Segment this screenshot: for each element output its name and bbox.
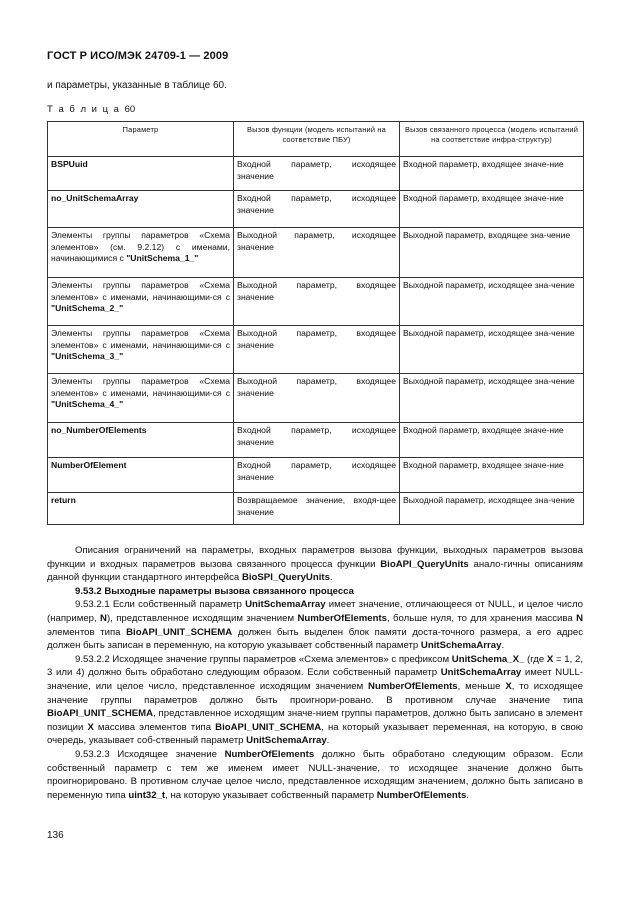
cell-function-call: Входной параметр, исходящее значение <box>234 157 400 191</box>
table-row <box>48 228 584 278</box>
cell-parameter-text: Элементы группы параметров «Схема элементов» с именами, начинающими-ся с <box>51 328 230 350</box>
cell-function-call: Входной параметр, исходящее значение <box>234 423 400 458</box>
table-row <box>48 191 584 228</box>
column-header-function-call: Вызов функции (модель испытаний на соответствие ПБУ) <box>234 122 400 157</box>
cell-parameter-text: Элементы группы параметров «Схема элементов» (см. 9.2.12) с именами, начинающимися с <box>51 230 230 263</box>
cell-related-process: Входной параметр, входящее значе-ние <box>400 458 584 493</box>
section-heading-9-53-2: 9.53.2 Выходные параметры вызова связанного процесса <box>75 585 354 597</box>
page-number: 136 <box>47 830 64 841</box>
cell-function-call: Возвращаемое значение, входя-щее значение <box>234 493 400 525</box>
table-caption-number: 60 <box>124 104 136 115</box>
table-caption <box>47 104 135 115</box>
cell-related-process: Входной параметр, входящее значе-ние <box>400 191 584 228</box>
column-header-parameter: Параметр <box>48 122 234 157</box>
table-header-row <box>48 122 584 157</box>
cell-parameter <box>48 326 234 374</box>
table-row <box>48 157 584 191</box>
cell-related-process: Входной параметр, входящее значе-ние <box>400 423 584 458</box>
paragraph-9-53-2-3: 9.53.2.3 Исходящее значение NumberOfElements должно быть обработано следующим образом. Если собственный параметр с тем же именем имеет NULL-значение, то исходящее значение должно быть проигнорировано. В противном случае целое число, представленное исходящим значением, должно быть записано в переменную типа uint32_t, на которую указывает собственный параметр NumberOfElements. <box>47 748 583 801</box>
cell-parameter-code: "UnitSchema_1_" <box>126 253 199 263</box>
cell-function-call: Выходной параметр, входящее значение <box>234 374 400 423</box>
table-caption-word: Т а б л и ц а <box>47 104 121 115</box>
cell-function-call: Входной параметр, исходящее значение <box>234 191 400 228</box>
cell-parameter <box>48 278 234 326</box>
table-row <box>48 458 584 493</box>
cell-function-call: Входной параметр, исходящее значение <box>234 458 400 493</box>
cell-related-process: Выходной параметр, исходящее зна-чение <box>400 493 584 525</box>
body-text <box>47 544 583 802</box>
cell-related-process: Входной параметр, входящее значе-ние <box>400 157 584 191</box>
cell-parameter: return <box>48 493 234 525</box>
cell-related-process: Выходной параметр, входящее зна-чение <box>400 228 584 278</box>
cell-parameter-code: "UnitSchema_3_" <box>51 351 124 361</box>
cell-related-process: Выходной параметр, исходящее зна-чение <box>400 374 584 423</box>
table-row <box>48 278 584 326</box>
paragraph-9-53-2-1: 9.53.2.1 Если собственный параметр UnitSchemaArray имеет значение, отличающееся от NULL, и целое число (например, N), представленное исходящим значением NumberOfElements, больше нуля, то для хранения массива N элементов типа BioAPI_UNIT_SCHEMA должен быть выделен блок памяти доста-точного размера, а его адрес должен быть записан в переменную, на которую указывает собственный параметр UnitSchemaArray. <box>47 599 583 652</box>
cell-parameter-code: "UnitSchema_2_" <box>51 303 124 313</box>
cell-parameter: no_UnitSchemaArray <box>48 191 234 228</box>
cell-parameter-text: Элементы группы параметров «Схема элементов» с именами, начинающими-ся с <box>51 376 230 398</box>
paragraph-9-53-2-2: 9.53.2.2 Исходящее значение группы параметров «Схема элементов» с префиксом UnitSchema_X_ (где X = 1, 2, 3 или 4) должно быть обработано следующим образом. Если собственный параметр UnitSchemaArray имеет NULL-значение, или целое число, представленное исходящим значением NumberOfElements, меньше X, то исходящее значение группы параметров должно быть проигнори-ровано. В противном случае значение типа BioAPI_UNIT_SCHEMA, представленное исходящим значе-нием группы параметров, должно быть записано в элемент позиции X массива элементов типа BioAPI_UNIT_SCHEMA, на который указывает переменная, на которую, в свою очередь, указывает соб-ственный параметр UnitSchemaArray. <box>47 653 584 747</box>
cell-parameter-code: "UnitSchema_4_" <box>51 399 124 409</box>
cell-function-call: Выходной параметр, входящее значение <box>234 278 400 326</box>
cell-function-call: Выходной параметр, исходящее значение <box>234 228 400 278</box>
cell-related-process: Выходной параметр, исходящее зна-чение <box>400 278 584 326</box>
document-header: ГОСТ Р ИСО/МЭК 24709-1 — 2009 <box>47 50 229 62</box>
cell-parameter <box>48 374 234 423</box>
table-row <box>48 423 584 458</box>
intro-text: и параметры, указанные в таблице 60. <box>47 80 227 91</box>
cell-parameter: no_NumberOfElements <box>48 423 234 458</box>
cell-parameter: NumberOfElement <box>48 458 234 493</box>
paragraph-constraints: Описания ограничений на параметры, входных параметров вызова функции, выходных параметров вызова функции и входных параметров вызова связанного процесса функции BioAPI_QueryUnits анало-гичны описаниям данной функции стандартного интерфейса BioSPI_QueryUnits. <box>47 545 583 584</box>
cell-function-call: Выходной параметр, входящее значение <box>234 326 400 374</box>
parameters-table <box>47 121 584 525</box>
cell-related-process: Выходной параметр, исходящее зна-чение <box>400 326 584 374</box>
column-header-related-process: Вызов связанного процесса (модель испытаний на соответствие инфра-структур) <box>400 122 584 157</box>
cell-parameter <box>48 228 234 278</box>
table-row <box>48 326 584 374</box>
table-row <box>48 374 584 423</box>
table-row <box>48 493 584 525</box>
cell-parameter: BSPUuid <box>48 157 234 191</box>
cell-parameter-text: Элементы группы параметров «Схема элементов» с именами, начинающими-ся с <box>51 280 230 302</box>
